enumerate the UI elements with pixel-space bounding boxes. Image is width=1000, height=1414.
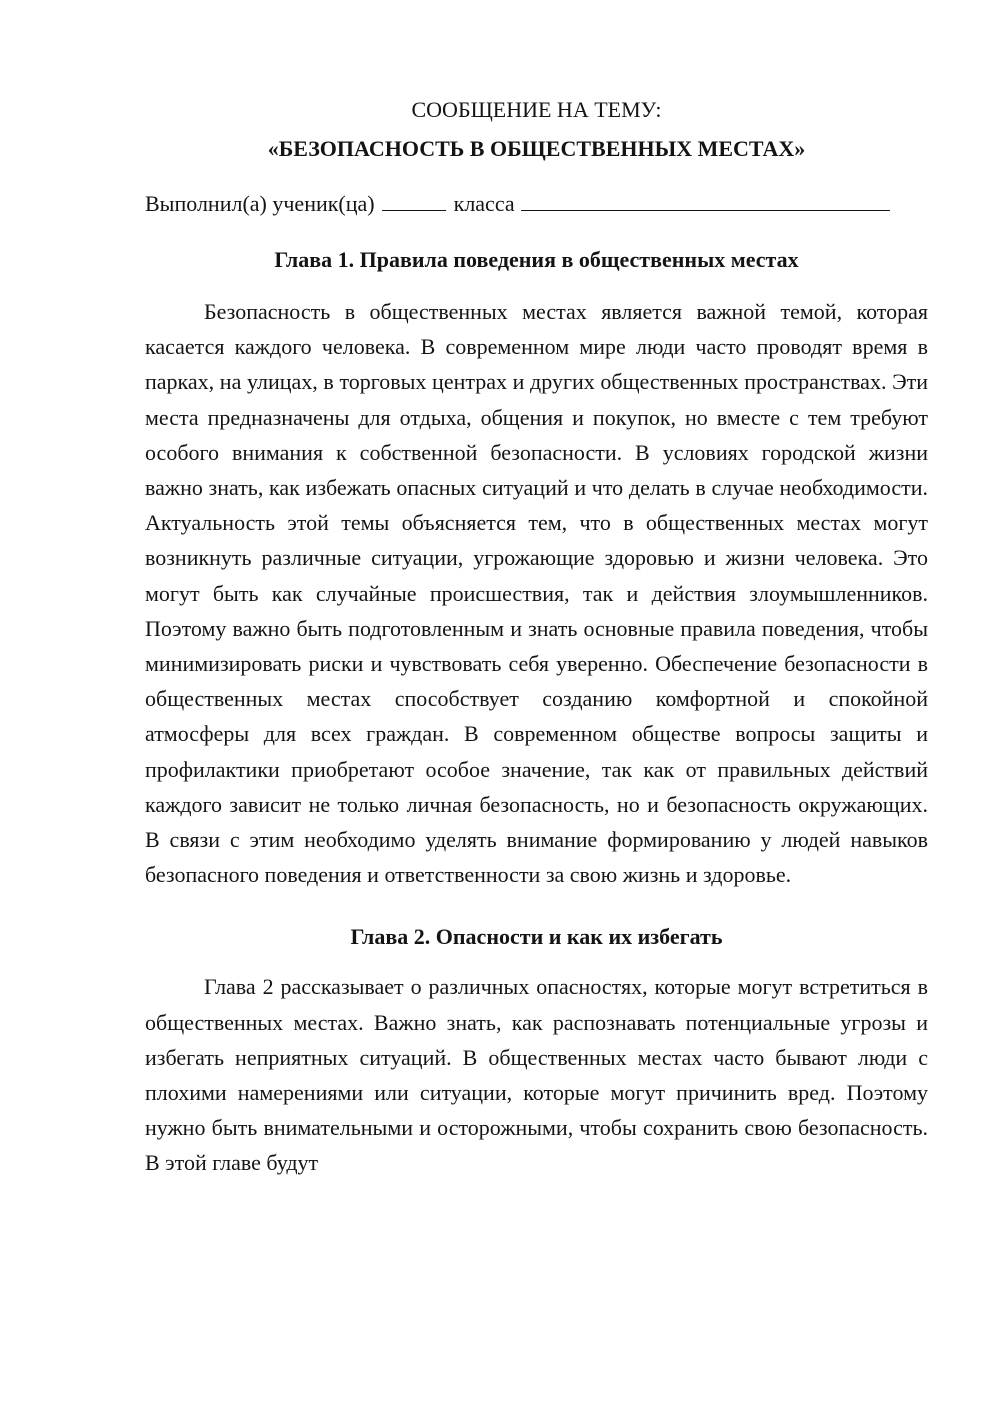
author-prefix: Выполнил(а) ученик(ца) bbox=[145, 191, 375, 216]
chapter2-heading: Глава 2. Опасности и как их избегать bbox=[350, 924, 723, 950]
class-number-blank bbox=[382, 192, 446, 211]
chapter1-paragraph: Безопасность в общественных местах является важной темой, которая касается каждого человека. В современном мире люди часто проводят время в парках, на улицах, в торговых центрах и других общественных пространствах. Эти места предназначены для отдыха, общения и покупок, но вместе с тем требуют особого внимания к собственной безопасности. В условиях городской жизни важно знать, как избежать опасных ситуаций и что делать в случае необходимости. Актуальность этой темы объясняется тем, что в общественных местах могут возникнуть различные ситуации, угрожающие здоровью и жизни человека. Это могут быть как случайные происшествия, так и действия злоумышленников. Поэтому важно быть подготовленным и знать основные правила поведения, чтобы минимизировать риски и чувствовать себя уверенно. Обеспечение безопасности в общественных местах способствует созданию комфортной и спокойной атмосферы для всех граждан. В современном обществе вопросы защиты и профилактики приобретают особое значение, так как от правильных действий каждого зависит не только личная безопасность, но и безопасность окружающих. В связи с этим необходимо уделять внимание формированию у людей навыков безопасного поведения и ответственности за свою жизнь и здоровье. bbox=[145, 299, 928, 888]
document-page bbox=[145, 95, 928, 1181]
student-name-blank bbox=[521, 192, 890, 211]
chapter1-heading: Глава 1. Правила поведения в общественных местах bbox=[274, 247, 799, 272]
author-line bbox=[145, 189, 928, 219]
document-title-line1: СООБЩЕНИЕ НА ТЕМУ: bbox=[411, 97, 662, 122]
document-title-topic: «БЕЗОПАСНОСТЬ В ОБЩЕСТВЕННЫХ МЕСТАХ» bbox=[267, 136, 806, 161]
chapter2-paragraph: Глава 2 рассказывает о различных опасностях, которые могут встретиться в общественных местах. Важно знать, как распознавать потенциальные угрозы и избегать неприятных ситуаций. В общественных местах часто бывают люди с плохими намерениями или ситуации, которые могут причинить вред. Поэтому нужно быть внимательными и осторожными, чтобы сохранить свою безопасность. В этой главе будут bbox=[145, 974, 928, 1176]
class-label: класса bbox=[453, 191, 515, 216]
